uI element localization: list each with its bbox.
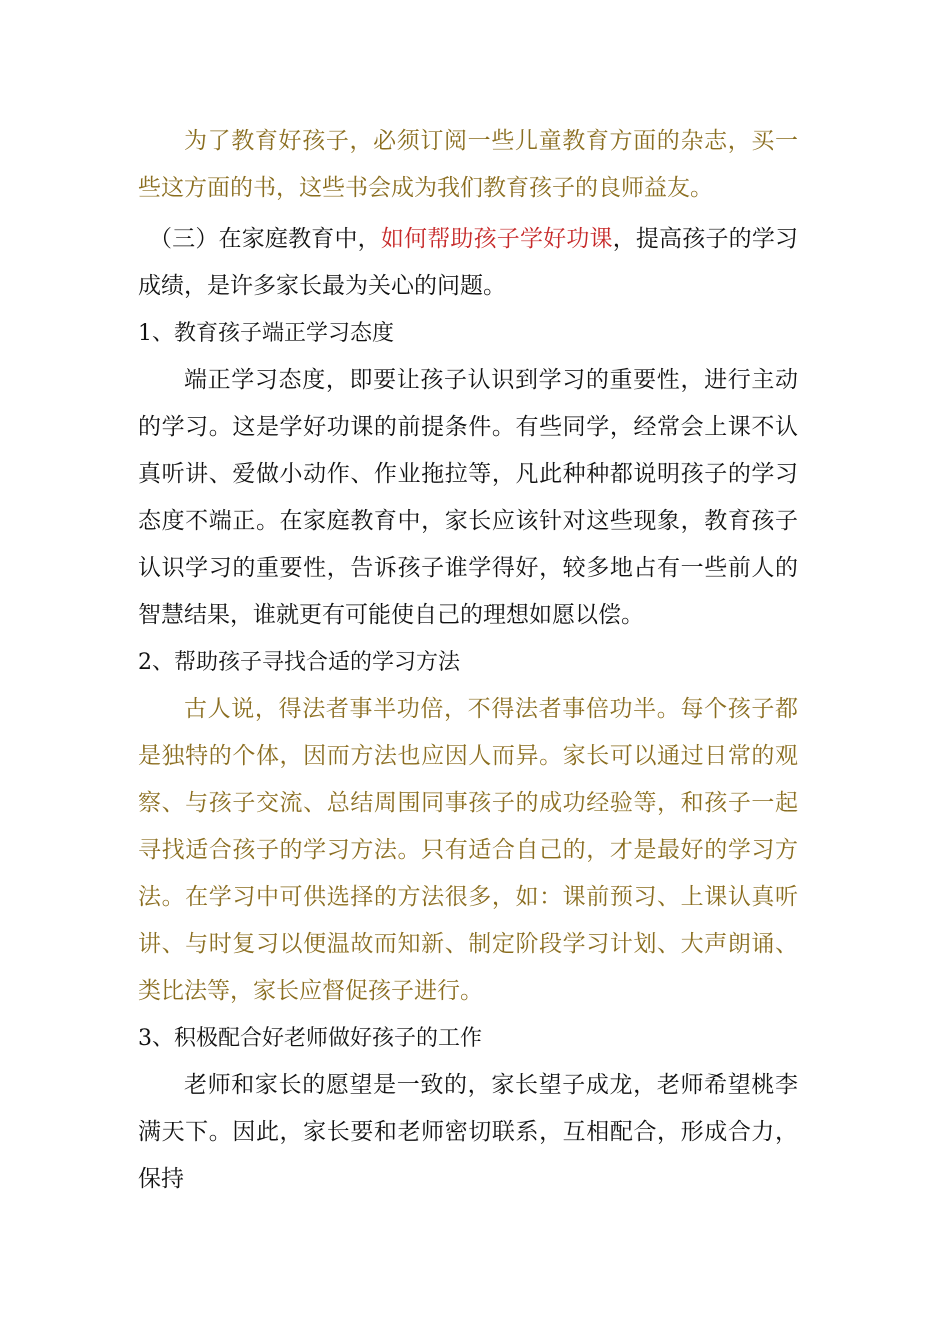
section-three-rest: ，提高孩子的学习成绩，是许多家长最为关心的问题。 <box>138 226 799 299</box>
paragraph-teacher: 老师和家长的愿望是一致的，家长望子成龙，老师希望桃李满天下。因此，家长要和老师密切联系，互相配合，形成合力，保持 <box>138 1072 798 1192</box>
heading-attitude: 1、教育孩子端正学习态度 <box>138 321 394 346</box>
paragraph-attitude: 端正学习态度，即要让孩子认识到学习的重要性，进行主动的学习。这是学好功课的前提条件。有些同学，经常会上课不认真听讲、爱做小动作、作业拖拉等，凡此种种都说明孩子的学习态度不端正。在家庭教育中，家长应该针对这些现象，教育孩子认识学习的重要性，告诉孩子谁学得好，较多地占有一些前人的智慧结果，谁就更有可能使自己的理想如愿以偿。 <box>138 367 798 628</box>
paragraph-section-three <box>138 216 798 310</box>
paragraph-magazines: 为了教育好孩子，必须订阅一些儿童教育方面的杂志，买一些这方面的书，这些书会成为我们教育孩子的良师益友。 <box>138 128 798 201</box>
section-three-highlight: 如何帮助孩子学好功课 <box>380 226 613 252</box>
heading-method: 2、帮助孩子寻找合适的学习方法 <box>138 650 460 675</box>
heading-teacher: 3、积极配合好老师做好孩子的工作 <box>138 1026 482 1051</box>
paragraph-method: 古人说，得法者事半功倍，不得法者事倍功半。每个孩子都是独特的个体，因而方法也应因人而异。家长可以通过日常的观察、与孩子交流、总结周围同事孩子的成功经验等，和孩子一起寻找适合孩子的学习方法。只有适合自己的，才是最好的学习方法。在学习中可供选择的方法很多，如：课前预习、上课认真听讲、与时复习以便温故而知新、制定阶段学习计划、大声朗诵、类比法等，家长应督促孩子进行。 <box>138 696 798 1004</box>
document-page <box>138 118 798 1203</box>
section-three-lead: （三）在家庭教育中， <box>149 226 381 252</box>
